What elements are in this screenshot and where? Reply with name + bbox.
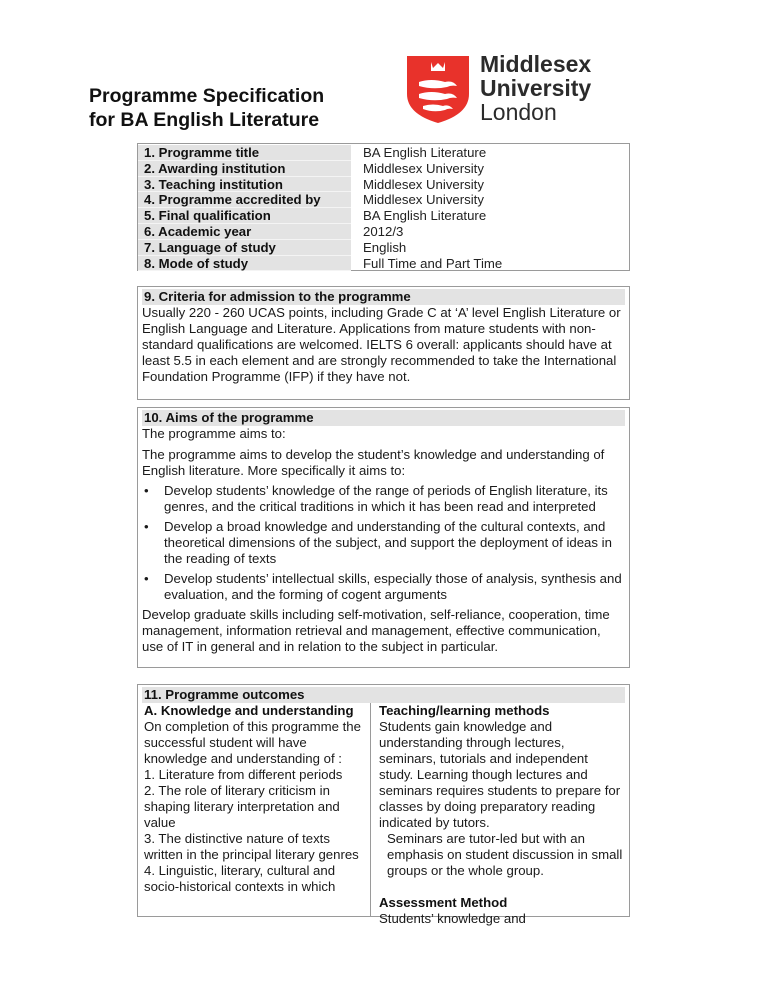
page-title-line2: for BA English Literature	[89, 109, 320, 131]
aims-closing: Develop graduate skills including self-motivation, self-reliance, cooperation, time management, information retrieval and management, effective communication, use of IT in general and in relation to the subject in particular.	[142, 607, 610, 654]
assessment-text: Students’ knowledge and	[379, 911, 526, 926]
table-row: 8. Mode of study Full Time and Part Time	[138, 256, 629, 272]
shield-crest-icon	[405, 54, 471, 124]
list-item: 3. The distinctive nature of texts written in the principal literary genres	[144, 831, 359, 862]
table-row: 5. Final qualification BA English Literature	[138, 208, 629, 224]
subheading: Assessment Method	[379, 895, 508, 910]
university-name: Middlesex University London	[480, 51, 592, 125]
list-item: 1. Literature from different periods	[144, 767, 343, 782]
table-row: 6. Academic year 2012/3	[138, 224, 629, 240]
table-row: 7. Language of study English	[138, 240, 629, 256]
university-logo	[405, 51, 635, 126]
section-heading: 9. Criteria for admission to the programme	[142, 289, 625, 305]
page-title-line1: Programme Specification	[89, 85, 325, 107]
list-item: 4. Linguistic, literary, cultural and socio-historical contexts in which	[144, 863, 336, 894]
list-item: • Develop students’ knowledge of the range of periods of English literature, its genres, and the critical traditions in which it has been read and interpreted	[142, 483, 625, 515]
subheading: A. Knowledge and understanding	[144, 703, 354, 718]
aims-intro: The programme aims to:	[142, 426, 286, 441]
table-row: 1. Programme title BA English Literature	[138, 145, 629, 161]
methods-text: Students gain knowledge and understanding through lectures, seminars, tutorials and independent study. Learning though lectures and seminars requires students to prepare for classes by doing preparatory reading indicated by tutors.	[379, 719, 621, 830]
table-row: 4. Programme accredited by Middlesex University	[138, 192, 629, 208]
admission-criteria-section	[137, 286, 630, 400]
aims-list	[142, 483, 625, 603]
table-row: 3. Teaching institution Middlesex University	[138, 177, 629, 193]
programme-aims-section	[137, 407, 630, 668]
list-item: 2. The role of literary criticism in shaping literary interpretation and value	[144, 783, 340, 830]
section-heading: 10. Aims of the programme	[142, 410, 625, 426]
table-row: 2. Awarding institution Middlesex University	[138, 161, 629, 177]
programme-outcomes-section	[137, 684, 630, 926]
subheading: Teaching/learning methods	[379, 703, 550, 718]
knowledge-column	[138, 703, 371, 916]
page-title	[89, 84, 324, 132]
outcomes-intro: On completion of this programme the successful student will have knowledge and understanding of :	[144, 719, 361, 766]
methods-column	[371, 703, 629, 927]
methods-text-2: Seminars are tutor-led but with an emphasis on student discussion in small groups or the whole group.	[387, 831, 623, 878]
section-heading: 11. Programme outcomes	[142, 687, 625, 703]
list-item: • Develop students’ intellectual skills, especially those of analysis, synthesis and evaluation, and the forming of cogent arguments	[142, 571, 625, 603]
admission-text: Usually 220 - 260 UCAS points, including Grade C at ‘A’ level English Literature or English Language and Literature. Applications from mature students with non-standard qualifications are welcomed. IELTS 6 overall: applicants should have at least 5.5 in each element and are strongly recommended to take the International Foundation Programme (IFP) if they have not.	[142, 305, 621, 384]
aims-paragraph: The programme aims to develop the student’s knowledge and understanding of English literature. More specifically it aims to:	[142, 447, 605, 478]
list-item: • Develop a broad knowledge and understanding of the cultural contexts, and theoretical dimensions of the subject, and support the deployment of ideas in the reading of texts	[142, 519, 625, 567]
programme-details-table	[137, 143, 630, 271]
